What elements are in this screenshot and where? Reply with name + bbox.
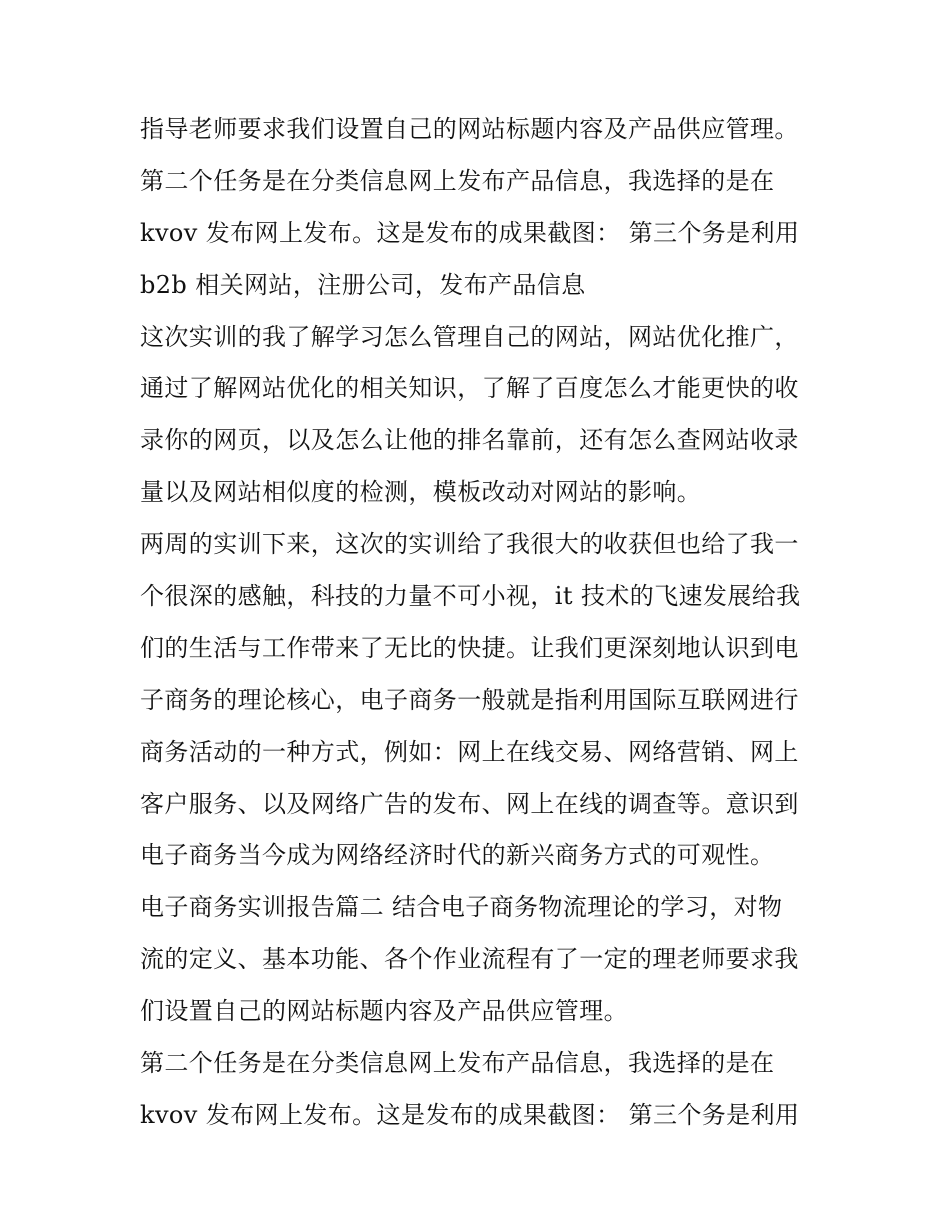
text-line: 两周的实训下来，这次的实训给了我很大的收获但也给了我一 [140, 530, 799, 559]
text-line: kvov 发布网上发布。这是发布的成果截图： 第三个务是利用 [140, 1100, 800, 1129]
text-line: kvov 发布网上发布。这是发布的成果截图： 第三个务是利用 [140, 218, 800, 247]
text-line: 个很深的感触，科技的力量不可小视，it 技术的飞速发展给我 [140, 582, 801, 611]
text-line: 通过了解网站优化的相关知识，了解了百度怎么才能更快的收 [140, 374, 799, 403]
text-line: 量以及网站相似度的检测，模板改动对网站的影响。 [140, 478, 702, 507]
text-line: 们设置自己的网站标题内容及产品供应管理。 [140, 997, 628, 1026]
text-line: 指导老师要求我们设置自己的网站标题内容及产品供应管理。 [140, 115, 799, 143]
text-line: 录你的网页，以及怎么让他的排名靠前，还有怎么查网站收录 [140, 426, 799, 455]
document-body-text [140, 104, 820, 1142]
text-line: 这次实训的我了解学习怎么管理自己的网站，网站优化推广， [140, 322, 799, 351]
text-line: b2b 相关网站，注册公司，发布产品信息 [140, 270, 586, 299]
text-line: 流的定义、基本功能、各个作业流程有了一定的理老师要求我 [140, 945, 799, 974]
text-line: 商务活动的一种方式，例如：网上在线交易、网络营销、网上 [140, 737, 799, 766]
text-line: 第二个任务是在分类信息网上发布产品信息，我选择的是在 [140, 166, 775, 195]
text-line: 电子商务当今成为网络经济时代的新兴商务方式的可观性。 [140, 841, 775, 870]
text-line: 第二个任务是在分类信息网上发布产品信息，我选择的是在 [140, 1049, 775, 1078]
text-line: 子商务的理论核心，电子商务一般就是指利用国际互联网进行 [140, 685, 799, 714]
text-line: 电子商务实训报告篇二 结合电子商务物流理论的学习，对物 [140, 893, 783, 922]
text-line: 们的生活与工作带来了无比的快捷。让我们更深刻地认识到电 [140, 633, 799, 662]
text-line: 客户服务、以及网络广告的发布、网上在线的调查等。意识到 [140, 789, 799, 818]
